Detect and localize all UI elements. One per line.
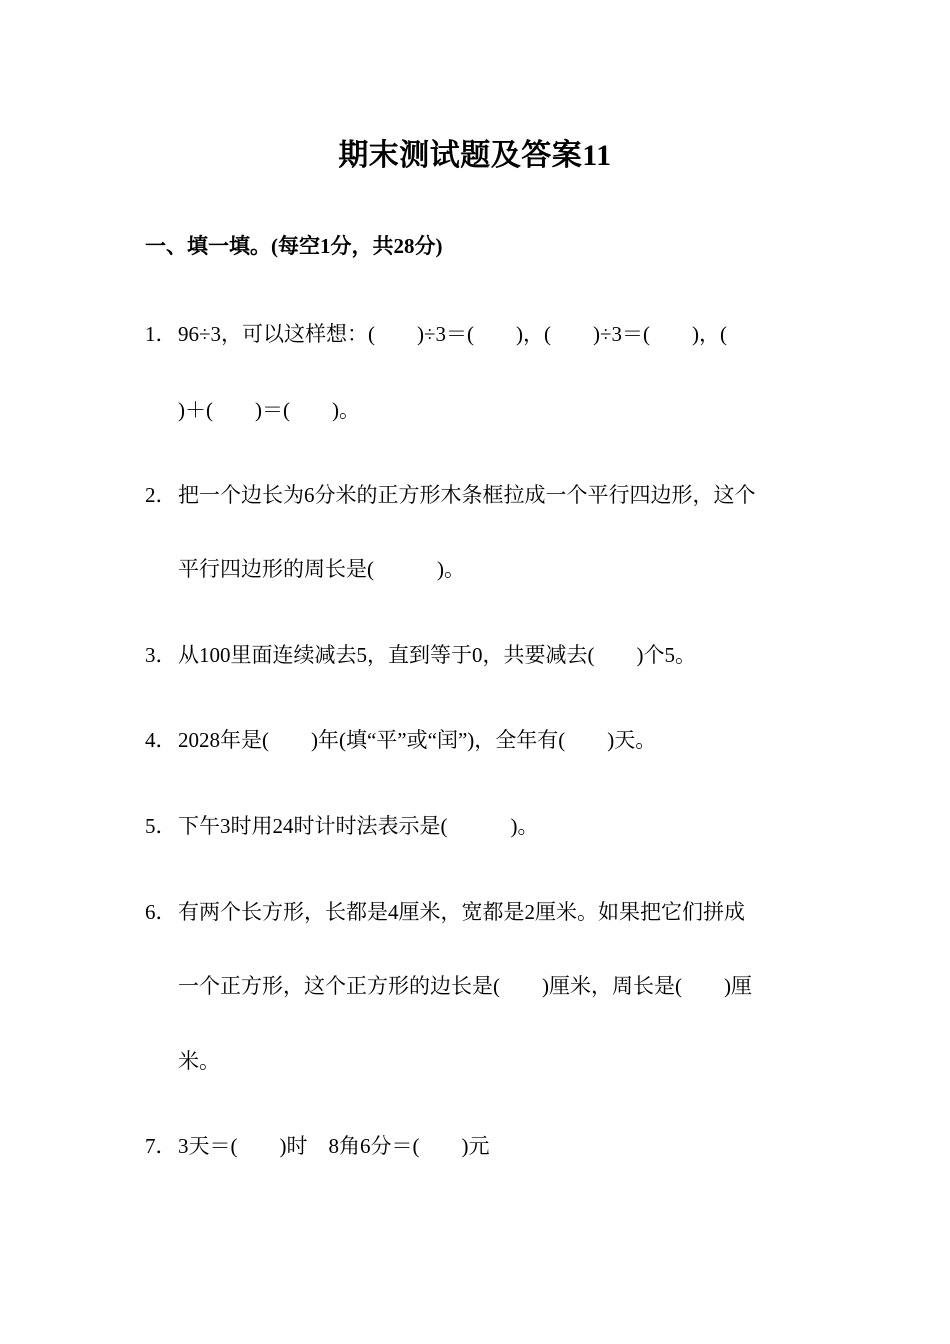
question-1	[145, 318, 727, 348]
question-text: 3天＝( )时 8角6分＝( )元	[178, 1134, 490, 1158]
question-number: 1．	[145, 322, 177, 346]
question-2	[145, 479, 756, 509]
question-7	[145, 1130, 489, 1160]
question-number: 7．	[145, 1134, 177, 1158]
question-number: 5．	[145, 814, 177, 838]
question-text: 把一个边长为6分米的正方形木条框拉成一个平行四边形，这个	[178, 483, 756, 507]
question-6	[145, 896, 745, 926]
question-number: 4．	[145, 728, 177, 752]
question-4	[145, 724, 656, 754]
question-text: 96÷3，可以这样想：( )÷3＝( )，( )÷3＝( )，(	[178, 322, 728, 346]
question-number: 3．	[145, 643, 177, 667]
question-text: 从100里面连续减去5，直到等于0，共要减去( )个5。	[178, 643, 696, 667]
question-1-continuation: )＋( )＝( )。	[178, 398, 360, 422]
section-header: 一、填一填。(每空1分，共28分)	[145, 234, 443, 258]
page-title: 期末测试题及答案11	[338, 139, 612, 172]
question-number: 2．	[145, 483, 177, 507]
question-2-continuation: 平行四边形的周长是( )。	[178, 557, 465, 581]
question-6-continuation: 米。	[178, 1049, 220, 1073]
question-6-continuation: 一个正方形，这个正方形的边长是( )厘米，周长是( )厘	[178, 974, 752, 998]
question-5	[145, 810, 539, 840]
question-3	[145, 639, 696, 669]
question-text: 有两个长方形，长都是4厘米，宽都是2厘米。如果把它们拼成	[178, 900, 745, 924]
question-text: 2028年是( )年(填“平”或“闰”)，全年有( )天。	[178, 728, 657, 752]
question-text: 下午3时用24时计时法表示是( )。	[178, 814, 539, 838]
question-number: 6．	[145, 900, 177, 924]
